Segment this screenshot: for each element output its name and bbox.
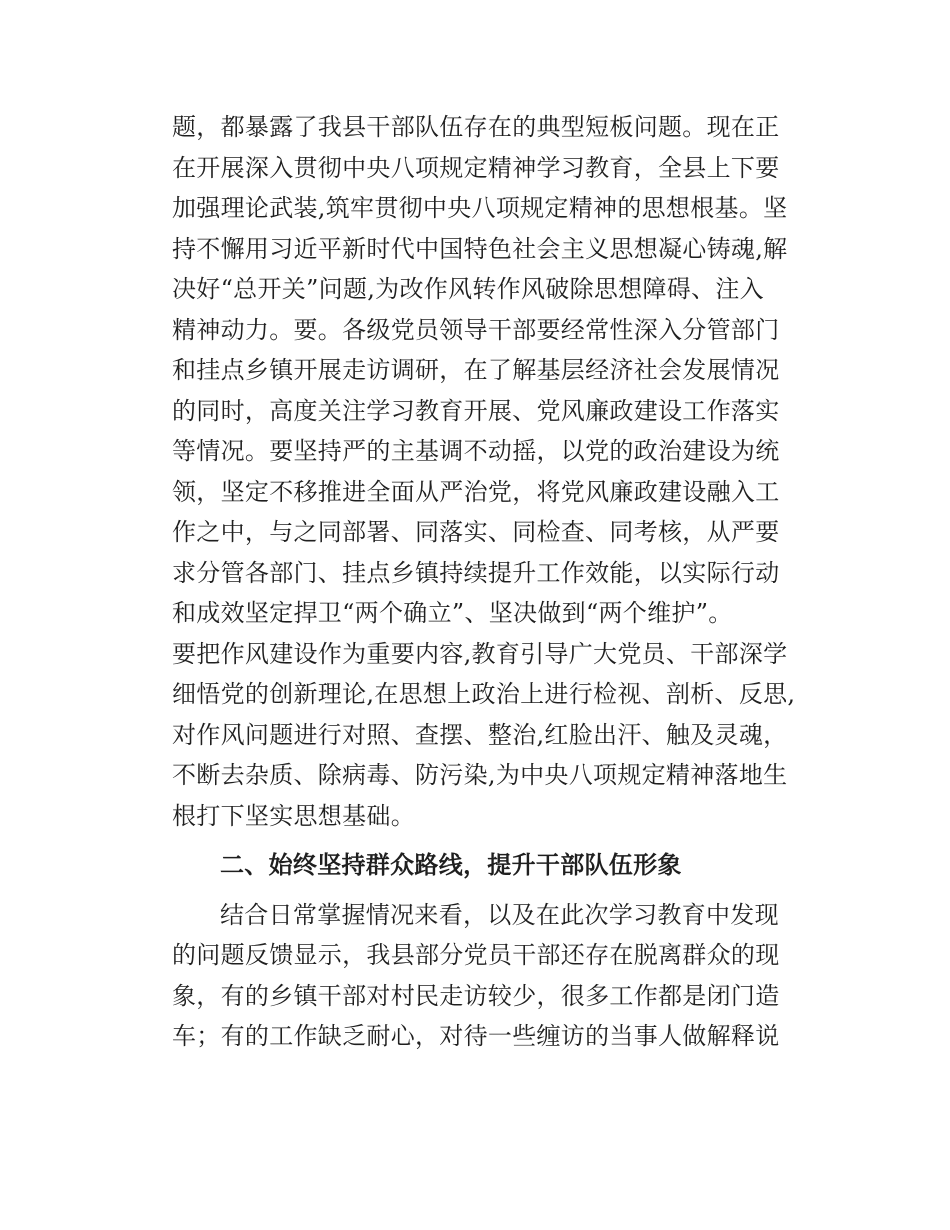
heading-text: 二、始终坚持群众路线，提升干部队伍形象 (220, 851, 682, 879)
text-line: 根打下坚实思想基础。 (172, 801, 415, 830)
paragraph-1 (172, 107, 822, 836)
paragraph-2 (172, 895, 822, 1057)
text-line: 要把作风建设作为重要内容,教育引导广大党员、干部深学 (172, 639, 788, 668)
text-line: 领，坚定不移推进全面从严治党，将党风廉政建设融入工 (172, 477, 780, 506)
text-line: 加强理论武装,筑牢贯彻中央八项规定精神的思想根基。坚 (172, 194, 788, 222)
document-body (172, 107, 822, 1057)
text-line: 和挂点乡镇开展走访调研，在了解基层经济社会发展情况 (172, 356, 780, 384)
text-line: 在开展深入贯彻中央八项规定精神学习教育，全县上下要 (172, 153, 780, 182)
text-line: 精神动力。要。各级党员领导干部要经常性深入分管部门 (172, 315, 780, 344)
text-line: 细悟党的创新理论,在思想上政治上进行检视、剖析、反思, (172, 680, 796, 708)
text-line: 结合日常掌握情况来看，以及在此次学习教育中发现 (220, 900, 779, 929)
text-line: 象，有的乡镇干部对村民走访较少，很多工作都是闭门造 (172, 981, 780, 1010)
text-line: 求分管各部门、挂点乡镇持续提升工作效能，以实际行动 (172, 558, 780, 587)
text-line: 决好“总开关”问题,为改作风转作风破除思想障碍、注入 (172, 275, 764, 303)
text-line: 的同时，高度关注学习教育开展、党风廉政建设工作落实 (172, 396, 780, 425)
text-line: 车；有的工作缺乏耐心，对待一些缠访的当事人做解释说 (172, 1022, 780, 1050)
section-heading (172, 845, 822, 886)
text-line: 不断去杂质、除病毒、防污染,为中央八项规定精神落地生 (172, 761, 788, 789)
text-line: 作之中，与之同部署、同落实、同检查、同考核，从严要 (172, 518, 780, 546)
text-line: 等情况。要坚持严的主基调不动摇，以党的政治建设为统 (172, 437, 780, 465)
text-line: 题，都暴露了我县干部队伍存在的典型短板问题。现在正 (172, 113, 780, 141)
text-line: 对作风问题进行对照、查摆、整治,红脸出汗、触及灵魂， (172, 720, 788, 749)
text-line: 持不懈用习近平新时代中国特色社会主义思想凝心铸魂,解 (172, 234, 788, 263)
text-line: 的问题反馈显示，我县部分党员干部还存在脱离群众的现 (172, 941, 780, 969)
text-line: 和成效坚定捍卫“两个确立”、坚决做到“两个维护”。 (172, 599, 733, 627)
